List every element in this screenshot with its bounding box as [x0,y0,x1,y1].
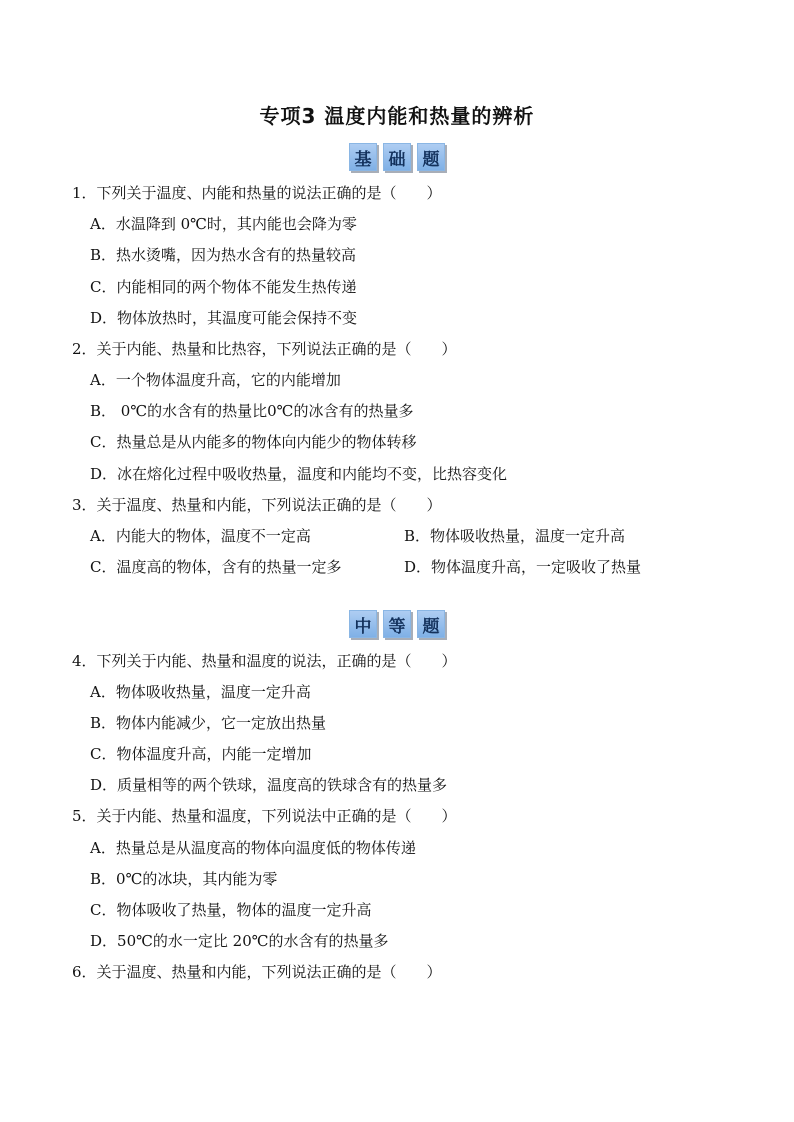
question-2-option-a: A．一个物体温度升高，它的内能增加 [90,371,341,389]
question-5-option-a: A．热量总是从温度高的物体向温度低的物体传递 [90,839,416,857]
section-badge-char: 中 [349,610,377,638]
question-4-option-a: A．物体吸收热量，温度一定升高 [90,683,311,701]
question-6-stem: 6．关于温度、热量和内能，下列说法正确的是（ ） [72,963,442,981]
section-badge-basic [0,143,794,171]
question-2-stem: 2．关于内能、热量和比热容，下列说法正确的是（ ） [72,340,457,358]
question-4-option-d: D．质量相等的两个铁球，温度高的铁球含有的热量多 [90,776,448,794]
question-4-option-c: C．物体温度升高，内能一定增加 [90,745,312,763]
question-5-option-d: D．50℃的水一定比 20℃的水含有的热量多 [90,932,389,950]
section-badge-char: 基 [349,143,377,171]
question-1-option-d: D．物体放热时，其温度可能会保持不变 [90,309,358,327]
page-title: 专项3 温度内能和热量的辨析 [259,104,535,128]
question-5-option-b: B．0℃的冰块，其内能为零 [90,870,278,888]
question-1-option-a: A．水温降到 0℃时，其内能也会降为零 [90,215,357,233]
question-4-stem: 4．下列关于内能、热量和温度的说法，正确的是（ ） [72,652,457,670]
question-4-option-b: B．物体内能减少，它一定放出热量 [90,714,327,732]
question-3-option-a: A．内能大的物体，温度不一定高 [90,527,311,545]
question-5-stem: 5．关于内能、热量和温度，下列说法中正确的是（ ） [72,807,457,825]
question-2-option-d: D．冰在熔化过程中吸收热量，温度和内能均不变，比热容变化 [90,465,508,483]
question-5-option-c: C．物体吸收了热量，物体的温度一定升高 [90,901,372,919]
question-3-stem: 3．关于温度、热量和内能，下列说法正确的是（ ） [72,496,442,514]
section-badge-intermediate [0,610,794,638]
question-3-option-b: B．物体吸收热量，温度一定升高 [404,527,626,545]
question-3-option-c: C．温度高的物体，含有的热量一定多 [90,558,342,576]
section-badge-char: 题 [417,610,445,638]
section-badge-char: 础 [383,143,411,171]
question-2-option-b: B． 0℃的水含有的热量比0℃的冰含有的热量多 [90,402,414,420]
question-1-option-b: B．热水烫嘴，因为热水含有的热量较高 [90,246,357,264]
question-3-option-d: D．物体温度升高，一定吸收了热量 [404,558,642,576]
question-1-option-c: C．内能相同的两个物体不能发生热传递 [90,278,357,296]
section-badge-char: 题 [417,143,445,171]
section-badge-char: 等 [383,610,411,638]
question-2-option-c: C．热量总是从内能多的物体向内能少的物体转移 [90,433,417,451]
question-1-stem: 1．下列关于温度、内能和热量的说法正确的是（ ） [72,184,442,202]
